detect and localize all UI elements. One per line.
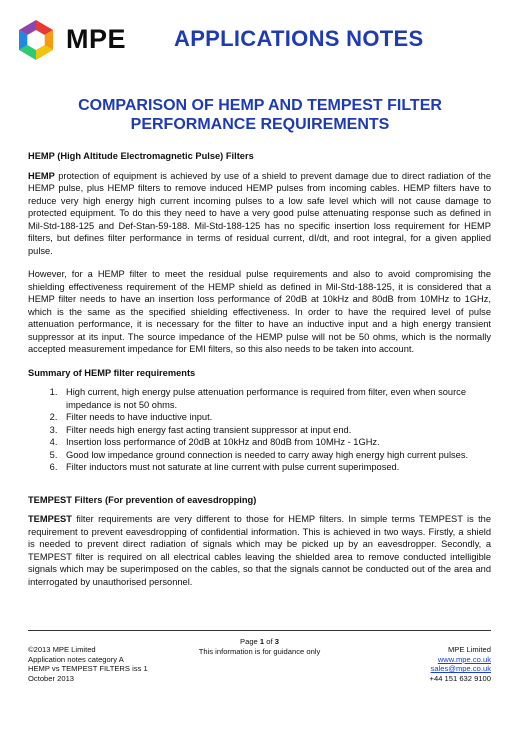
page-prefix: Page: [240, 637, 260, 646]
page-header: [14, 18, 504, 64]
section-title: APPLICATIONS NOTES: [174, 26, 424, 51]
company-name: MPE Limited: [447, 645, 491, 654]
page-of: of: [264, 637, 275, 646]
summary-heading: Summary of HEMP filter requirements: [28, 367, 196, 378]
title-line-1: COMPARISON OF HEMP AND TEMPEST FILTER: [78, 97, 442, 114]
hemp-heading: HEMP (High Altitude Electromagnetic Pulse) Filters: [28, 151, 254, 161]
category: Application notes category A: [28, 654, 124, 664]
hemp-paragraph-1: [28, 170, 491, 258]
phone-number: +44 151 632 9100: [429, 673, 491, 683]
hemp-paragraph-2: However, for a HEMP filter to meet the residual pulse requirements and also to avoid compromising the shielding effectiveness requirement of the HEMP shield as defined in Mil-Std-188-125, it is considered that a HEMP filter needs to have an insertion loss performance of 20dB at 10kHz and 80dB from 10MHz to 1GHz, which is the same as the specified shielding effectiveness. In order to have the required level of pulse attenuation performance, it is necessary for the filter to have an inductive input and a high energy transient suppressor at its input. The source impedance of the HEMP pulse will not be 50 ohms, which is the normally accepted measurement impedance for EMI filters, so this also needs to be taken into account.: [28, 269, 491, 354]
summary-list: [28, 386, 491, 474]
mpe-logo-icon: [14, 18, 58, 62]
tempest-heading: TEMPEST Filters (For prevention of eavesdropping): [28, 494, 257, 505]
document-body: [28, 150, 491, 599]
list-item: 5. Good low impedance ground connection is needed to carry away high energy high current pulses.: [60, 449, 491, 462]
footer-right: [430, 645, 491, 683]
tempest-lead: TEMPEST: [28, 514, 72, 524]
doc-date: October 2013: [28, 673, 75, 683]
list-item: 3. Filter needs high energy fast acting transient suppressor at input end.: [60, 424, 491, 437]
footer-left: [28, 645, 148, 683]
list-item: 2. Filter needs to have inductive input.: [60, 411, 491, 424]
website-link[interactable]: www.mpe.co.uk: [437, 654, 491, 664]
brand-name: MPE: [66, 24, 127, 54]
page-number: 1: [259, 637, 265, 646]
list-item: 1. High current, high energy pulse attenuation performance is required from filter, even when source impedance is not 50 ohms.: [60, 386, 491, 411]
hemp-paragraph-1-text: protection of equipment is achieved by use of a shield to prevent damage due to direct radiation of the HEMP pulse, plus HEMP filters to remove induced HEMP pulses from incoming cables. HEMP filters have to reduce very high energy high current incoming pulses to a low safe level which will not cause damage to protected equipment. To do this they need to have a very good pulse attenuating response such as defined in Mil-Std-188-125 and Def-Stan-59-188. Mil-Std-188-125 has no specific insertion loss requirement for HEMP filters, but defines filter performance in terms of residual current, dI/dt, and root integral, for a given applied pulse.: [28, 170, 491, 256]
copyright: ©2013 MPE Limited: [28, 645, 96, 654]
doc-issue: HEMP vs TEMPEST FILTERS iss 1: [28, 664, 148, 674]
page-title: [20, 96, 500, 134]
title-line-2: PERFORMANCE REQUIREMENTS: [130, 116, 390, 133]
email-link[interactable]: sales@mpe.co.uk: [430, 664, 491, 674]
hemp-lead: HEMP: [28, 170, 55, 181]
list-item: 6. Filter inductors must not saturate at line current with pulse current superimposed.: [60, 461, 491, 474]
footer-divider: [28, 630, 491, 631]
guidance-note: This information is for guidance only: [198, 646, 321, 656]
page-total: 3: [274, 637, 279, 646]
tempest-paragraph-1-text: filter requirements are very different to those for HEMP filters. In simple terms TEMPEST is the requirement to prevent eavesdropping of confidential information. This is achieved in two ways. Firstly, a shield is needed to prevent direct radiation of signals which may be picked up by an eavesdropper. Secondly, a TEMPEST filter is required on all electrical cables leaving the shielded area to remove conducted intelligible signals which may be superimposed on the cables, so that the signals cannot be conducted out of the area and interrogated by unauthorised personnel.: [28, 514, 491, 587]
list-item: 4. Insertion loss performance of 20dB at 10kHz and 80dB from 10MHz - 1GHz.: [60, 436, 491, 449]
tempest-paragraph-1: [28, 513, 491, 588]
